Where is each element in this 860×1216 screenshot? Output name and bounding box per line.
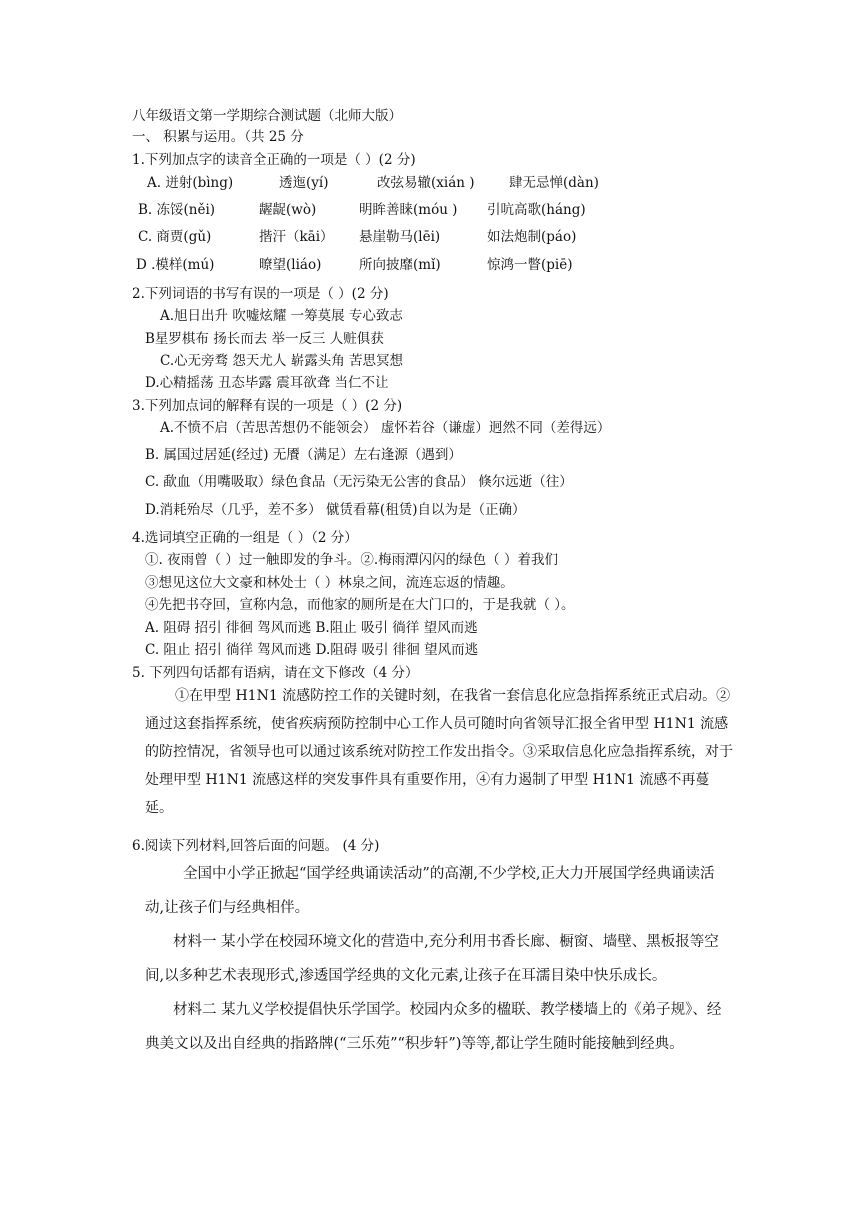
q1-b-item: 龌龊(wò): [259, 202, 317, 218]
q1-c-item: 悬崖勒马(lēi): [359, 229, 441, 245]
q2-option-d: D.心精摇荡 丑态毕露 震耳欲聋 当仁不让: [145, 375, 389, 391]
q5-paragraph: ①在甲型 H1N1 流感防控工作的关键时刻，在我省一套信息化应急指挥系统正式启动。②通过这套指挥系统，使省疾病预防控制中心工作人员可随时向省领导汇报全省甲型 H1N1 流感的防控情况，省领导也可以通过该系统对防控工作发出指令。③采取信息化应急指挥系统，对于处理甲型 H1N1 流感这样的突发事件具有重要作用，④有力遏制了甲型 H1N1 流感不再蔓延。: [145, 688, 733, 816]
question-1-stem: 1.下列加点字的读音全正确的一项是（ ）(2 分): [132, 152, 416, 168]
q4-sentence-4: ④先把书夺回，宣称内急，而他家的厕所是在大门口的，于是我就（ ）。: [145, 597, 575, 613]
doc-title: 八年级语文第一学期综合测试题（北师大版）: [132, 108, 402, 124]
q1-a-item: 改弦易辙(xián ): [377, 175, 475, 191]
q1-option-d: [136, 256, 572, 274]
q3-option-c: C. 歃血（用嘴吸取）绿色食品（无污染无公害的食品） 倏尔远逝（往）: [145, 474, 573, 490]
q4-options-ab: A. 阻碍 招引 徘徊 驾风而逃 B.阻止 吸引 徜徉 望风而逃: [145, 620, 478, 636]
q1-b-item: B. 冻馁(něi): [138, 202, 216, 218]
q2-option-c: C.心无旁骛 怨天尤人 崭露头角 苦思冥想: [160, 353, 404, 369]
q4-sentence-3: ③想见这位大文豪和林处士（ ）林泉之间，流连忘返的情趣。: [145, 575, 514, 591]
q1-c-item: C. 商贾(gǔ): [138, 229, 212, 245]
q1-d-item: 惊鸿一瞥(piē): [487, 257, 573, 273]
q6-intro-paragraph: 全国中小学正掀起“国学经典诵读活动”的高潮,不少学校,正大力开展国学经典诵读活动,让孩子们与经典相伴。: [145, 866, 715, 916]
q1-d-item: 暸望(liáo): [259, 257, 322, 273]
q1-b-item: 明眸善睐(móu ): [359, 202, 458, 218]
question-4-stem: 4.选词填空正确的一组是（ ）（2 分）: [132, 530, 358, 546]
q1-c-item: 揩汗（kāi）: [259, 229, 334, 245]
q6-material-1: 材料一 某小学在校园环境文化的营造中,充分利用书香长廊、橱窗、墙壁、黑板报等空间,以多种艺术表现形式,渗透国学经典的文化元素,让孩子在耳濡目染中快乐成长。: [145, 934, 719, 984]
q3-option-a: A.不愤不启（苦思苦想仍不能领会） 虚怀若谷（谦虚）迥然不同（差得远）: [160, 420, 611, 436]
q4-options-cd: C. 阻止 招引 徜徉 驾风而逃 D.阻碍 吸引 徘徊 望风而逃: [145, 642, 479, 658]
q1-d-item: 所向披靡(mǐ): [359, 257, 441, 273]
q6-material-2: 材料二 某九义学校提倡快乐学国学。校园内众多的楹联、教学楼墙上的《弟子规》、经典美文以及出自经典的指路牌(“三乐苑”“积步轩”)等等,都让学生随时能接触到经典。: [145, 1002, 722, 1052]
q1-a-item: 肆无忌惮(dàn): [509, 175, 599, 191]
q1-a-item: 透迤(yí): [279, 175, 329, 191]
q1-option-a: [147, 174, 599, 192]
q1-option-c: [138, 228, 576, 246]
q2-option-b: B星罗棋布 扬长而去 举一反三 人赃俱获: [145, 331, 384, 347]
q2-option-a: A.旭日出升 吹嘘炫耀 一筹莫展 专心致志: [160, 308, 403, 324]
q3-option-d: D.消耗殆尽（几乎，差不多） 僦赁看幕(租赁)自以为是（正确）: [145, 502, 526, 518]
question-6-stem: 6.阅读下列材料,回答后面的问题。 (4 分): [132, 838, 380, 854]
q1-a-item: A. 迸射(bìng): [147, 175, 234, 191]
section-heading: 一、 积累与运用。（共 25 分: [132, 129, 304, 145]
question-3-stem: 3.下列加点词的解释有误的一项是（ ）(2 分): [132, 398, 403, 414]
q1-option-b: [138, 201, 586, 219]
q4-sentence-1-2: ①. 夜雨曾（ ）过一触即发的争斗。②.梅雨潭闪闪的绿色（ ）着我们: [145, 552, 558, 568]
q3-option-b: B. 属国过居延(经过) 无餍（满足）左右逢源（遇到）: [145, 447, 462, 463]
q1-d-item: D .模样(mú): [136, 257, 215, 273]
question-5-stem: 5. 下列四句话都有语病，请在文下修改（4 分）: [132, 665, 419, 681]
q1-b-item: 引吭高歌(háng): [487, 202, 586, 218]
question-2-stem: 2.下列词语的书写有误的一项是（ ）(2 分): [132, 286, 389, 302]
q1-c-item: 如法炮制(páo): [487, 229, 577, 245]
